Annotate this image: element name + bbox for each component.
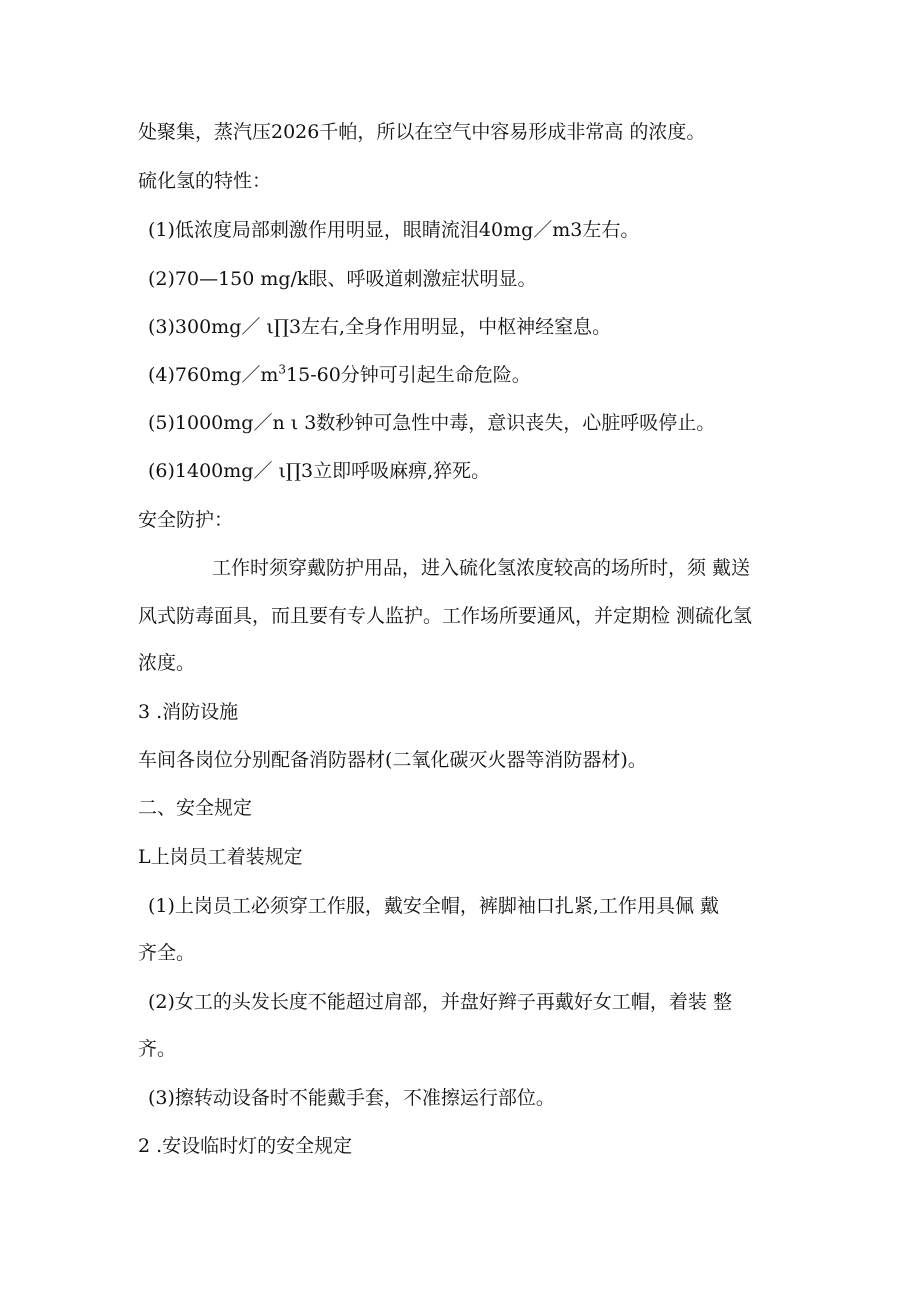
list-item-text: (4)760mg／m	[148, 364, 279, 386]
list-item: (5)1000mg／n ι 3数秒钟可急性中毒，意识丧失，心脏呼吸停止。	[148, 412, 716, 434]
section-heading-safety-protection: 安全防护：	[138, 509, 234, 531]
list-item	[148, 363, 531, 387]
list-item-text: 15-60分钟可引起生命危险。	[286, 364, 531, 386]
section-heading-h2s-properties: 硫化氢的特性：	[138, 170, 272, 192]
paragraph-line: 工作时须穿戴防护用品，进入硫化氢浓度较高的场所时，须 戴送	[212, 557, 751, 579]
list-item: (6)1400mg／ ι∏3立即呼吸麻痹,猝死。	[148, 460, 491, 482]
section-heading-safety-rules: 二、安全规定	[138, 797, 253, 819]
paragraph-line: 齐。	[138, 1038, 177, 1060]
list-item: (2)70—150 mg/k眼、呼吸道刺激症状明显。	[148, 268, 537, 290]
section-heading-temporary-lighting: 2 .安设临时灯的安全规定	[138, 1135, 353, 1157]
paragraph-line: 车间各岗位分别配备消防器材(二氧化碳灭火器等消防器材)。	[138, 749, 647, 771]
paragraph-line: 处聚集，蒸汽压2026千帕，所以在空气中容易形成非常高 的浓度。	[138, 121, 706, 143]
section-heading-dress-code: L上岗员工着装规定	[138, 846, 303, 868]
list-item: (1)低浓度局部刺激作用明显，眼睛流泪40mg／m3左右。	[148, 219, 640, 241]
list-item: (2)女工的头发长度不能超过肩部，并盘好辫子再戴好女工帽，着装 整	[148, 991, 732, 1013]
paragraph-line: 齐全。	[138, 942, 196, 964]
list-item: (3)300mg／ ι∏3左右,全身作用明显，中枢神经窒息。	[148, 316, 612, 338]
list-item: (1)上岗员工必须穿工作服，戴安全帽，裤脚袖口扎紧,工作用具佩 戴	[148, 895, 719, 917]
section-heading-fire-facilities: 3 .消防设施	[138, 701, 239, 723]
paragraph-line: 风式防毒面具，而且要有专人监护。工作场所要通风，并定期检 测硫化氢	[138, 605, 753, 627]
superscript: 3	[278, 362, 287, 377]
list-item: (3)擦转动设备时不能戴手套，不准擦运行部位。	[148, 1087, 555, 1109]
paragraph-line: 浓度。	[138, 652, 196, 674]
